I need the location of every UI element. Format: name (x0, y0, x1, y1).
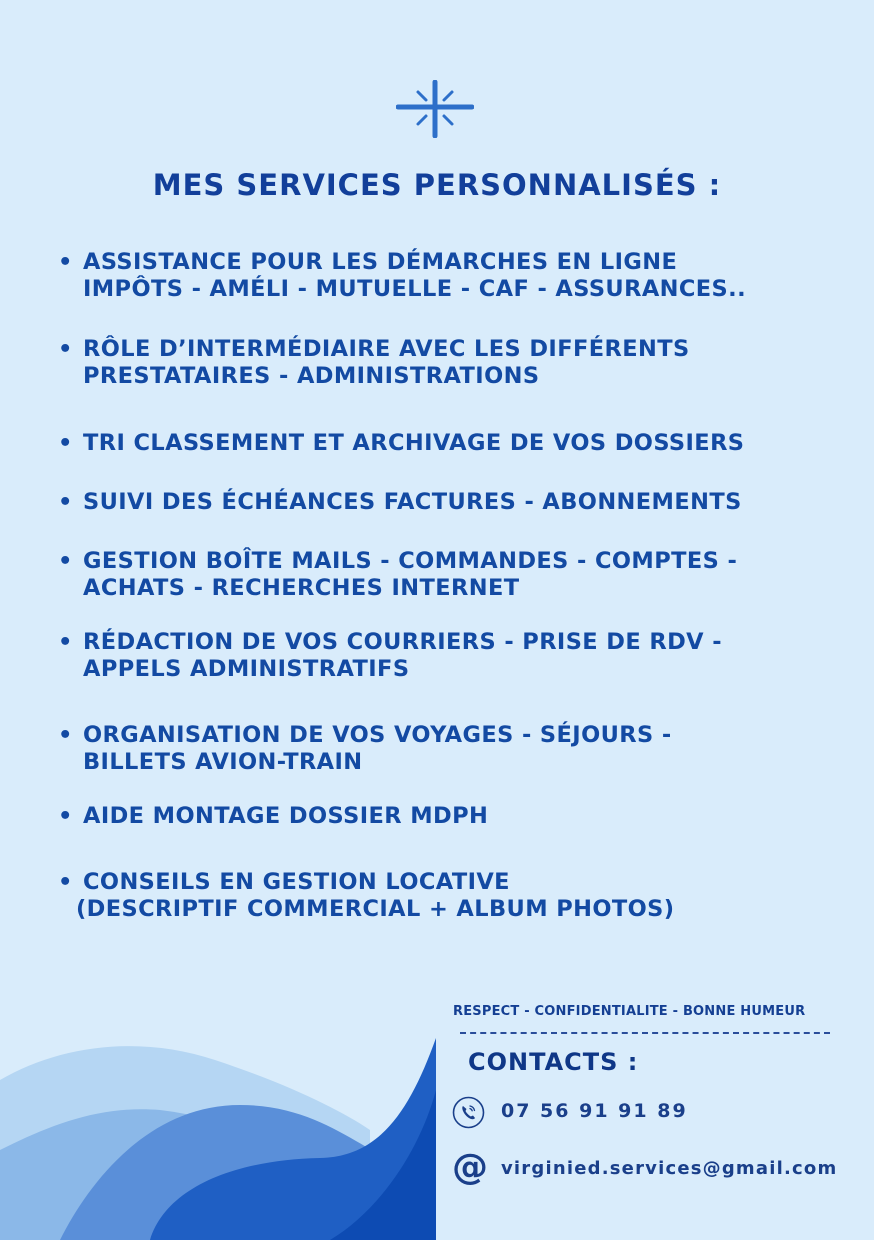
page-title: MES SERVICES PERSONNALISÉS : (152, 168, 722, 202)
bullet: • (58, 249, 73, 275)
list-item (58, 869, 858, 923)
wave-decoration (0, 1030, 440, 1240)
phone-link[interactable]: 07 56 91 91 89 (501, 1100, 688, 1122)
phone-icon (452, 1096, 485, 1129)
service-line: PRESTATAIRES - ADMINISTRATIONS (83, 363, 540, 389)
service-line: (DESCRIPTIF COMMERCIAL + ALBUM PHOTOS) (76, 896, 675, 922)
bullet: • (58, 629, 73, 655)
list-item (58, 336, 858, 390)
bullet: • (58, 548, 73, 574)
service-line: ASSISTANCE POUR LES DÉMARCHES EN LIGNE (83, 249, 678, 275)
service-line: BILLETS AVION-TRAIN (83, 749, 363, 775)
service-line: CONSEILS EN GESTION LOCATIVE (83, 869, 510, 895)
bullet: • (58, 803, 73, 829)
bullet: • (58, 489, 73, 515)
service-line: RÔLE D’INTERMÉDIAIRE AVEC LES DIFFÉRENTS (83, 336, 690, 362)
service-line: TRI CLASSEMENT ET ARCHIVAGE DE VOS DOSSIERS (83, 430, 745, 456)
bullet: • (58, 336, 73, 362)
bullet: • (58, 430, 73, 456)
service-line: AIDE MONTAGE DOSSIER MDPH (83, 803, 489, 829)
list-item (58, 629, 858, 683)
at-icon: @ (452, 1147, 488, 1188)
list-item (58, 722, 858, 776)
list-item (58, 249, 858, 303)
bullet: • (58, 722, 73, 748)
service-line: RÉDACTION DE VOS COURRIERS - PRISE DE RDV - (83, 629, 722, 655)
service-line: ACHATS - RECHERCHES INTERNET (83, 575, 520, 601)
list-item (58, 430, 858, 457)
sparkle-icon (396, 80, 474, 138)
service-line: ORGANISATION DE VOS VOYAGES - SÉJOURS - (83, 722, 672, 748)
service-line: APPELS ADMINISTRATIFS (83, 656, 410, 682)
list-item (58, 803, 858, 830)
service-line: IMPÔTS - AMÉLI - MUTUELLE - CAF - ASSURANCES.. (83, 276, 747, 302)
tagline: RESPECT - CONFIDENTIALITE - BONNE HUMEUR (453, 1004, 806, 1019)
list-item (58, 489, 858, 516)
list-item (58, 548, 858, 602)
email-link[interactable]: virginied.services@gmail.com (501, 1158, 838, 1179)
divider (460, 1032, 830, 1034)
service-line: GESTION BOÎTE MAILS - COMMANDES - COMPTES - (83, 548, 738, 574)
service-line: SUIVI DES ÉCHÉANCES FACTURES - ABONNEMENTS (83, 489, 742, 515)
bullet: • (58, 869, 73, 895)
contacts-heading: CONTACTS : (468, 1048, 639, 1076)
